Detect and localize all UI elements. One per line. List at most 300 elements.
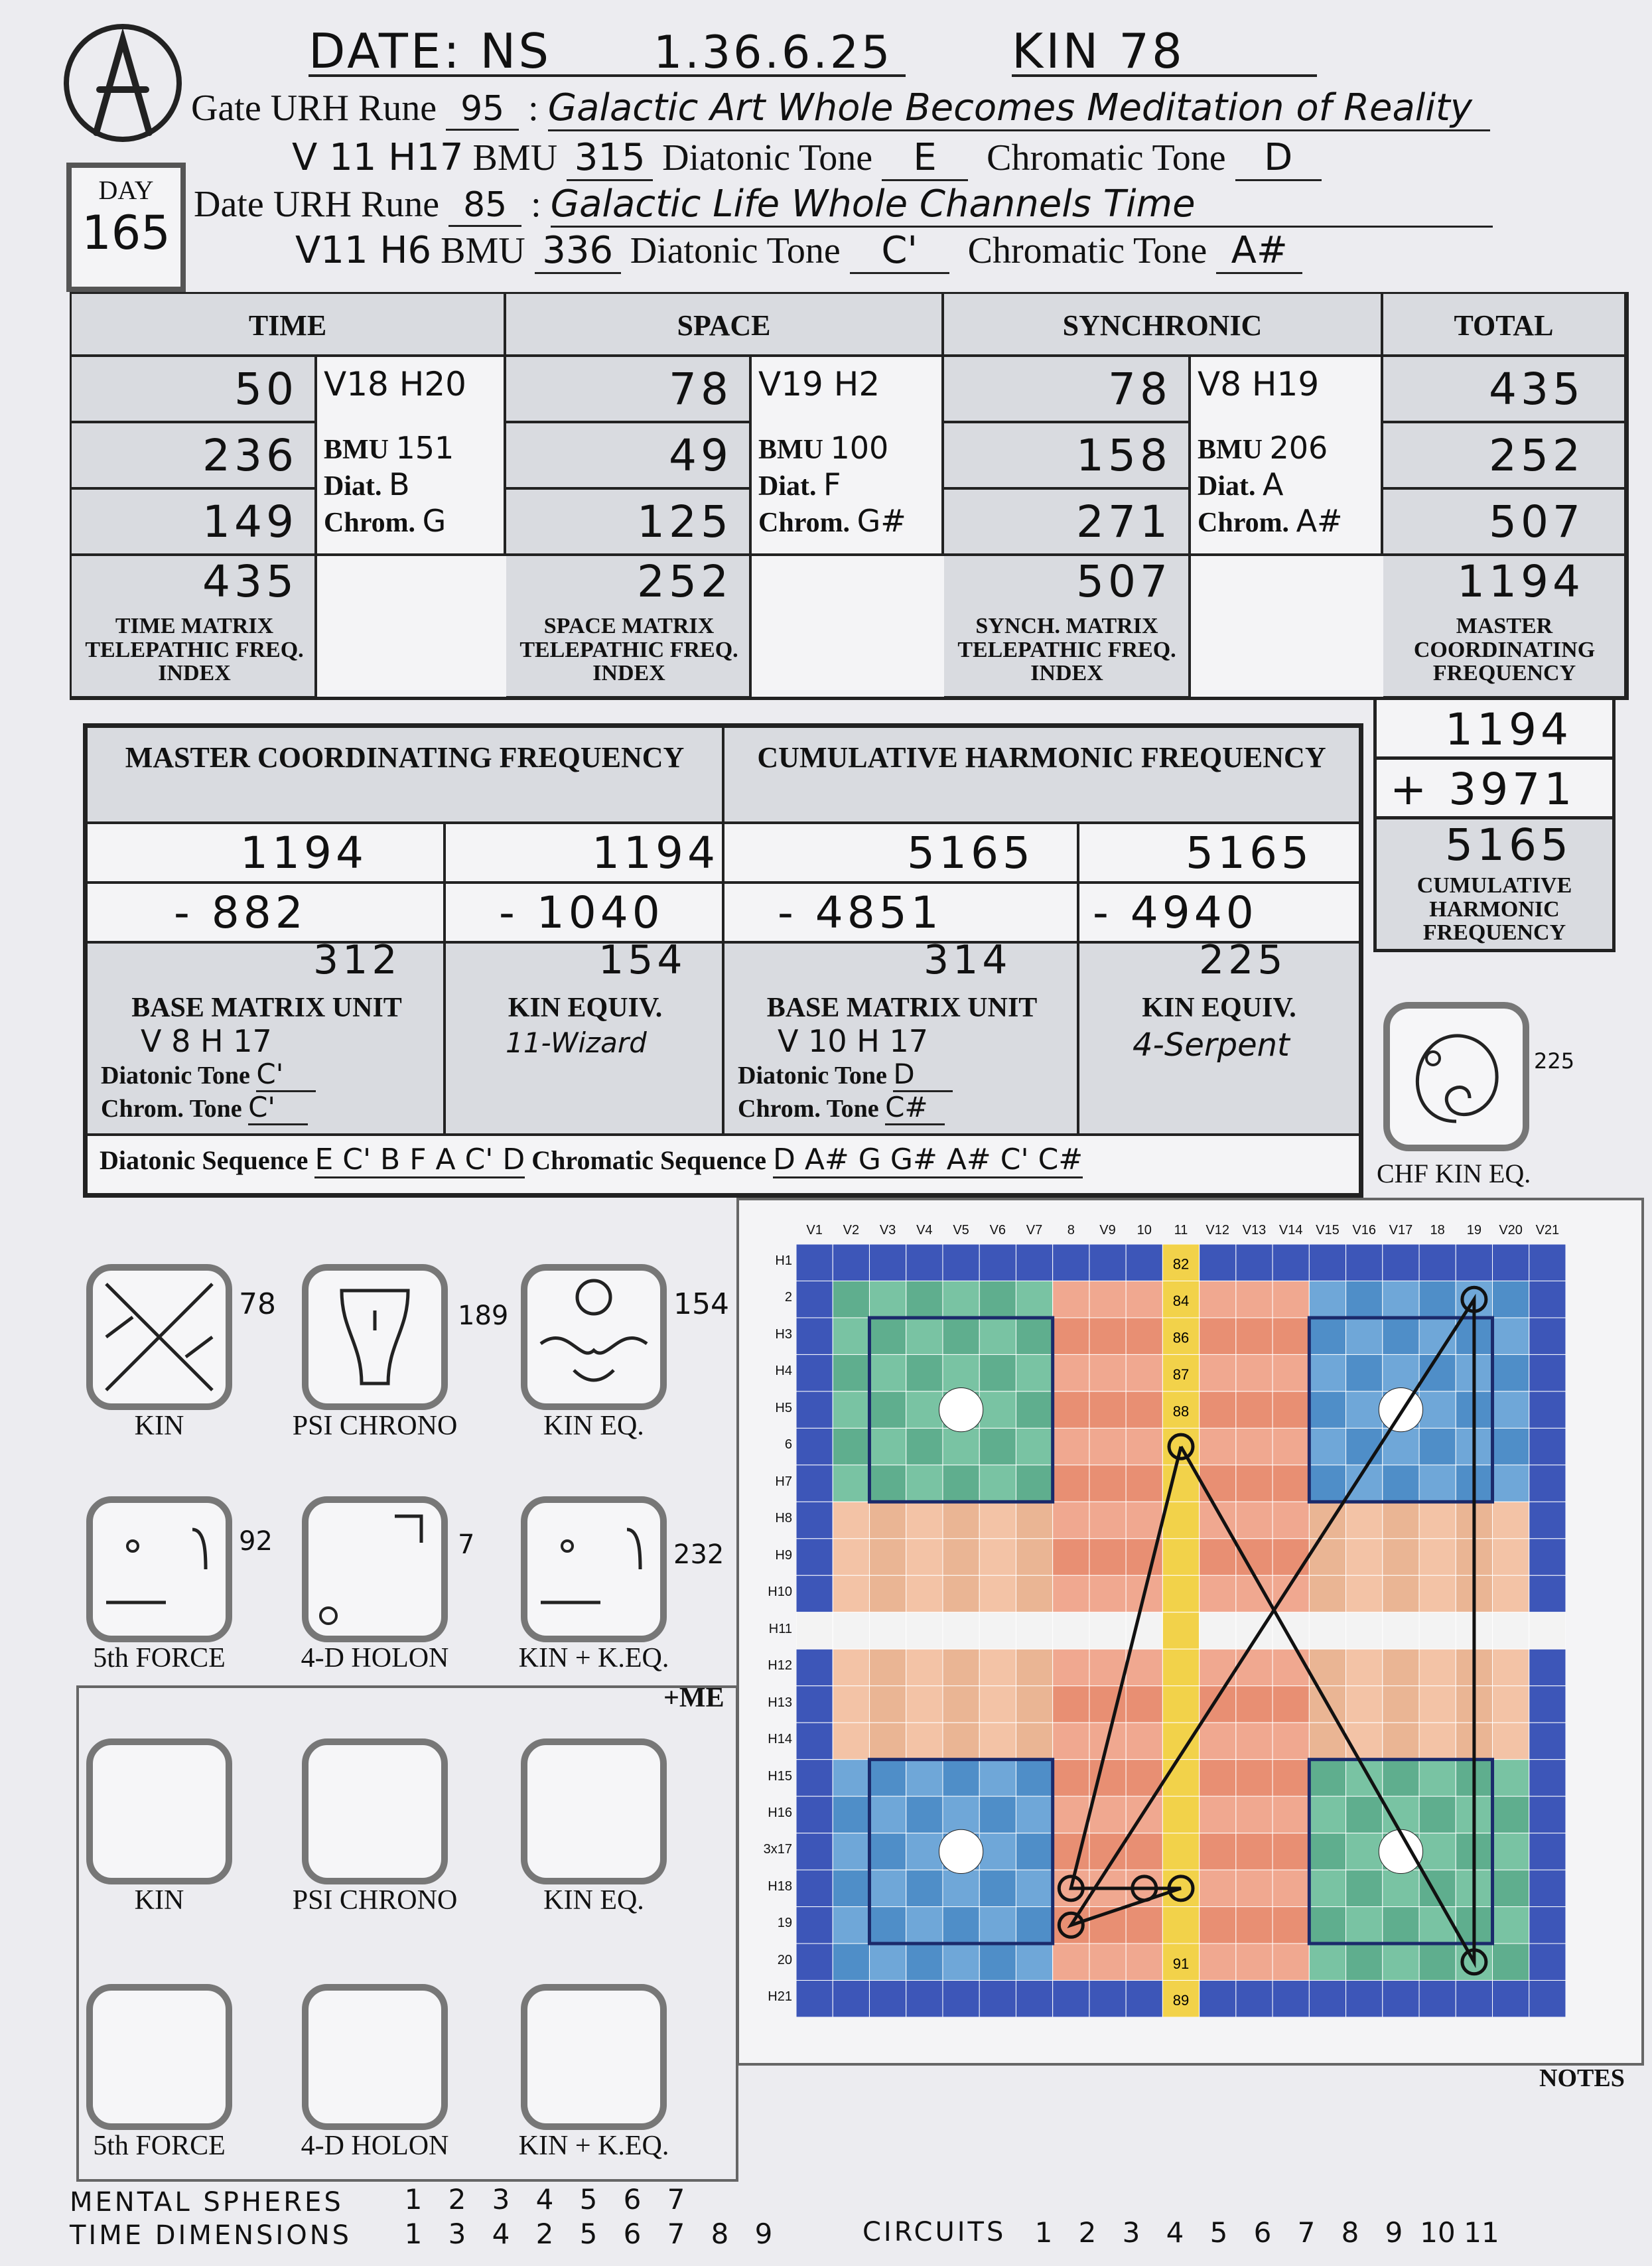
grid-cell [1126, 1244, 1162, 1281]
glyph-4d-holon-label: 4-D HOLON [301, 1643, 449, 1673]
grid-row-label: H11 [768, 1621, 792, 1636]
grid-cell [1383, 1723, 1419, 1759]
grid-cell [1309, 1944, 1345, 1980]
grid-cell [1529, 1907, 1566, 1944]
face-icon [527, 1503, 660, 1636]
me-glyph-kin-plus-keq[interactable] [521, 1984, 667, 2130]
grid-cell [1016, 1539, 1052, 1575]
grid-cell [1493, 1612, 1529, 1649]
grid-cell [943, 1502, 979, 1538]
grid-cell [943, 1944, 979, 1980]
grid-cell [1273, 1760, 1309, 1796]
grid-row-label: H5 [775, 1400, 792, 1415]
grid-cell [1273, 1391, 1309, 1428]
grid-cell [1493, 1944, 1529, 1980]
grid-cell [1236, 1723, 1273, 1759]
circuits-label: CIRCUITS [862, 2217, 1006, 2247]
grid-cell [1419, 1465, 1456, 1502]
holomind-grid [796, 1244, 1566, 2017]
grid-cell [1200, 1391, 1236, 1428]
grid-cell [869, 1870, 906, 1906]
kin-label: KIN [1012, 23, 1101, 79]
grid-cell [1493, 1428, 1529, 1464]
mcf-b-2: - 1040 [446, 884, 724, 944]
grid-cell [833, 1502, 869, 1538]
grid-cell [796, 1686, 833, 1723]
grid-cell [1016, 1391, 1052, 1428]
footer-number: 2 [448, 2183, 466, 2216]
grid-cell [1236, 1870, 1273, 1906]
grid-cell [1053, 1244, 1089, 1281]
grid-cell [1309, 1281, 1345, 1317]
grid-cell [796, 1760, 833, 1796]
grid-cell [833, 1981, 869, 2017]
grid-cell [979, 1465, 1016, 1502]
grid-cell [906, 1760, 943, 1796]
grid-cell [1089, 1796, 1126, 1833]
center-column-value: 84 [1172, 1293, 1190, 1310]
grid-cell [1126, 1502, 1162, 1538]
grid-cell [1200, 1723, 1236, 1759]
gate-rune-value: 95 [446, 89, 519, 131]
grid-cell [1089, 1354, 1126, 1391]
grid-cell [943, 1760, 979, 1796]
grid-cell [1200, 1944, 1236, 1980]
grid-cell [1016, 1833, 1052, 1870]
total-val-1: 435 [1383, 357, 1627, 423]
grid-cell [1016, 1612, 1052, 1649]
grid-cell [979, 1723, 1016, 1759]
mcf-a-1: 1194 [88, 824, 446, 884]
grid-cell [1236, 1354, 1273, 1391]
date-label: DATE: [309, 23, 462, 79]
grid-cell [1493, 1575, 1529, 1612]
grid-cell [1162, 1760, 1199, 1796]
grid-cell [943, 1686, 979, 1723]
grid-cell [1383, 1318, 1419, 1354]
grid-cell [1419, 1686, 1456, 1723]
grid-cell [1273, 1723, 1309, 1759]
grid-cell [1126, 1723, 1162, 1759]
grid-cell [1529, 1760, 1566, 1796]
grid-cell [979, 1760, 1016, 1796]
grid-column-label: V20 [1499, 1223, 1523, 1238]
grid-column-label: 11 [1174, 1223, 1188, 1238]
grid-cell [869, 1760, 906, 1796]
grid-cell [1309, 1833, 1345, 1870]
grid-cell [1309, 1575, 1345, 1612]
grid-cell [979, 1649, 1016, 1685]
me-glyph-5th-force-label: 5th FORCE [93, 2131, 226, 2161]
grid-cell [1273, 1502, 1309, 1538]
date-value: NS [480, 23, 552, 79]
grid-cell [1383, 1907, 1419, 1944]
ns-date: 1.36.6.25 [654, 27, 893, 79]
grid-cell [833, 1686, 869, 1723]
time-index: 435 TIME MATRIX TELEPATHIC FREQ. INDEX [72, 556, 317, 699]
grid-row-label: H15 [768, 1768, 792, 1784]
mcf-header: MASTER COORDINATING FREQUENCY [88, 728, 724, 824]
grid-cell [1309, 1354, 1345, 1391]
grid-cell [1016, 1354, 1052, 1391]
glyph-psi-chrono-label: PSI CHRONO [292, 1411, 458, 1441]
grid-column-label: V9 [1099, 1223, 1116, 1238]
grid-cell [1309, 1465, 1345, 1502]
diat-seq-label: Diatonic Sequence [100, 1145, 309, 1175]
grid-cell [1493, 1833, 1529, 1870]
footer-number: 7 [1297, 2216, 1316, 2249]
grid-cell [979, 1575, 1016, 1612]
grid-cell [869, 1465, 906, 1502]
grid-cell [1383, 1575, 1419, 1612]
bmu-box-1: 312 BASE MATRIX UNIT V 8 H 17 Diatonic Tone C' Chrom. Tone C' [88, 944, 446, 1136]
footer-number: 5 [579, 2183, 598, 2216]
grid-cell [1053, 1318, 1089, 1354]
kin-underline [1012, 74, 1317, 77]
glyph-5th-force-label: 5th FORCE [93, 1643, 226, 1673]
grid-cell [869, 1281, 906, 1317]
grid-cell [1383, 1686, 1419, 1723]
grid-cell [1309, 1244, 1345, 1281]
grid-cell [1016, 1428, 1052, 1464]
grid-cell [1493, 1723, 1529, 1759]
grid-cell [979, 1354, 1016, 1391]
chf-kin-eq-label: CHF KIN EQ. [1377, 1159, 1531, 1188]
total-val-3: 507 [1383, 490, 1627, 556]
grid-cell [1529, 1428, 1566, 1464]
grid-row-label: H8 [775, 1511, 792, 1526]
synch-val-1: 78 [944, 357, 1191, 423]
grid-cell [1383, 1244, 1419, 1281]
grid-cell [1273, 1465, 1309, 1502]
grid-cell [796, 1907, 833, 1944]
grid-cell [796, 1539, 833, 1575]
footer-number: 6 [1253, 2216, 1272, 2249]
grid-cell [833, 1944, 869, 1980]
grid-cell [1493, 1244, 1529, 1281]
glyph-kin-plus-keq-num: 232 [673, 1539, 724, 1570]
grid-cell [979, 1281, 1016, 1317]
total-mcf: 1194 MASTER COORDINATING FREQUENCY [1383, 556, 1627, 699]
date-rune-label: Date URH Rune [194, 184, 440, 225]
grid-cell [979, 1870, 1016, 1906]
footer-number: 4 [492, 2218, 510, 2250]
grid-column-label: V5 [953, 1223, 969, 1238]
grid-cell [979, 1428, 1016, 1464]
grid-cell [1529, 1870, 1566, 1906]
grid-cell [833, 1318, 869, 1354]
grid-column-label: V7 [1026, 1223, 1043, 1238]
grid-cell [1089, 1428, 1126, 1464]
glyph-psi-chrono-num: 189 [458, 1301, 509, 1331]
grid-cell [1236, 1907, 1273, 1944]
grid-cell [869, 1981, 906, 2017]
date-tone-line [295, 229, 1302, 274]
grid-cell [1126, 1281, 1162, 1317]
grid-cell [979, 1318, 1016, 1354]
grid-cell [979, 1686, 1016, 1723]
glyph-kin-eq [521, 1264, 667, 1410]
grid-cell [1016, 1870, 1052, 1906]
gate-tone-line [292, 136, 1322, 181]
grid-cell [869, 1575, 906, 1612]
grid-cell [906, 1723, 943, 1759]
grid-cell [1200, 1612, 1236, 1649]
grid-cell [796, 1575, 833, 1612]
grid-cell [906, 1870, 943, 1906]
grid-cell [1200, 1318, 1236, 1354]
grid-cell [1089, 1944, 1126, 1980]
chf-b-1: 5165 [1079, 824, 1359, 884]
psi-node [939, 1388, 983, 1432]
grid-cell [796, 1833, 833, 1870]
grid-cell [1053, 1539, 1089, 1575]
serpent-icon [1390, 1009, 1523, 1145]
grid-cell [1016, 1944, 1052, 1980]
grid-cell [1346, 1575, 1383, 1612]
mcf-copy: 1194 [1373, 697, 1616, 760]
grid-cell [833, 1281, 869, 1317]
footer-number: 2 [1078, 2216, 1097, 2249]
grid-cell [1529, 1391, 1566, 1428]
grid-cell [1126, 1354, 1162, 1391]
grid-cell [906, 1944, 943, 1980]
grid-cell [1529, 1502, 1566, 1538]
grid-cell [979, 1391, 1016, 1428]
grid-cell [1383, 1465, 1419, 1502]
synch-val-3: 271 [944, 490, 1191, 556]
chf-a-2: - 4851 [724, 884, 1079, 944]
grid-cell [1383, 1539, 1419, 1575]
grid-cell [906, 1833, 943, 1870]
grid-cell [1053, 1649, 1089, 1685]
grid-cell [1016, 1686, 1052, 1723]
grid-row-label: H18 [768, 1878, 792, 1894]
grid-cell [796, 1244, 833, 1281]
kin-line [1012, 23, 1185, 79]
psi-node [1379, 1388, 1422, 1432]
date-chrom: A# [1216, 229, 1302, 274]
grid-column-label: V21 [1535, 1223, 1560, 1238]
grid-cell [1529, 1833, 1566, 1870]
grid-cell [833, 1760, 869, 1796]
space-val-2: 49 [506, 423, 752, 490]
grid-cell [943, 1981, 979, 2017]
grid-cell [1089, 1539, 1126, 1575]
grid-cell [1053, 1428, 1089, 1464]
footer-number: 10 [1420, 2216, 1456, 2249]
center-column-value: 89 [1172, 1992, 1190, 2009]
grid-row-label: H1 [775, 1253, 792, 1268]
grid-cell [1309, 1760, 1345, 1796]
grid-cell [943, 1649, 979, 1685]
grid-cell [1016, 1760, 1052, 1796]
grid-cell [1126, 1686, 1162, 1723]
grid-cell [906, 1539, 943, 1575]
grid-cell [1126, 1318, 1162, 1354]
grid-cell [1383, 1502, 1419, 1538]
grid-column-label: V1 [806, 1223, 823, 1238]
grid-cell [1383, 1354, 1419, 1391]
grid-row-label: H4 [775, 1364, 792, 1379]
me-glyph-4d-holon-label: 4-D HOLON [301, 2131, 449, 2161]
grid-cell [1309, 1907, 1345, 1944]
grid-cell [979, 1502, 1016, 1538]
grid-row-label: H7 [775, 1474, 792, 1489]
grid-column-label: V16 [1352, 1223, 1376, 1238]
diat-seq: E C' B F A C' D [314, 1143, 525, 1178]
grid-cell [1419, 1760, 1456, 1796]
me-glyph-kin-label: KIN [134, 1885, 184, 1916]
time-dimensions-label: TIME DIMENSIONS [70, 2220, 352, 2251]
grid-cell [1346, 1944, 1383, 1980]
grid-cell [1529, 1354, 1566, 1391]
date-line [309, 23, 551, 79]
grid-cell [1273, 1796, 1309, 1833]
grid-cell [1419, 1575, 1456, 1612]
grid-row-labels [750, 1244, 796, 2017]
grid-cell [1162, 1502, 1199, 1538]
footer-number: 1 [1034, 2216, 1053, 2249]
hand-icon [309, 1271, 441, 1403]
grid-cell [1089, 1244, 1126, 1281]
date-rune-text: Galactic Life Whole Channels Time [551, 182, 1493, 228]
grid-cell [1346, 1502, 1383, 1538]
grid-cell [1016, 1981, 1052, 2017]
grid-cell [1016, 1244, 1052, 1281]
grid-cell [906, 1649, 943, 1685]
grid-cell [1529, 1981, 1566, 2017]
grid-cell [1529, 1539, 1566, 1575]
grid-cell [1273, 1833, 1309, 1870]
me-glyph-kin-eq[interactable] [521, 1738, 667, 1884]
grid-cell [1016, 1465, 1052, 1502]
grid-cell [1200, 1354, 1236, 1391]
grid-cell [1053, 1760, 1089, 1796]
grid-cell [1309, 1428, 1345, 1464]
grid-cell [1346, 1612, 1383, 1649]
gate-chrom-label: Chromatic Tone [987, 137, 1226, 178]
grid-cell [1346, 1833, 1383, 1870]
synch-bmu-info: V8 H19 BMU 206 Diat. A Chrom. A# [1191, 357, 1383, 556]
space-val-3: 125 [506, 490, 752, 556]
chf-b-2: - 4940 [1079, 884, 1359, 944]
grid-cell [1126, 1944, 1162, 1980]
grid-cell [1126, 1465, 1162, 1502]
gate-diat-label: Diatonic Tone [662, 137, 873, 178]
grid-cell [1200, 1539, 1236, 1575]
grid-cell [1529, 1723, 1566, 1759]
grid-cell [1089, 1318, 1126, 1354]
glyph-kin-plus-keq-label: KIN + K.EQ. [518, 1643, 669, 1673]
grid-row-label: H9 [775, 1547, 792, 1563]
grid-cell [1273, 1907, 1309, 1944]
grid-cell [833, 1244, 869, 1281]
grid-cell [796, 1944, 833, 1980]
gate-chrom: D [1235, 136, 1322, 181]
grid-cell [1493, 1354, 1529, 1391]
gate-rune-line: Gate URH Rune 95 : Galactic Art Whole Becomes Meditation of Reality [191, 86, 1490, 131]
grid-cell [1162, 1686, 1199, 1723]
footer-number: 8 [1341, 2216, 1359, 2249]
mental-spheres-row [70, 2186, 344, 2218]
grid-cell [1383, 1981, 1419, 2017]
grid-cell [1162, 1539, 1199, 1575]
grid-cell [1236, 1944, 1273, 1980]
grid-cell [1053, 1281, 1089, 1317]
grid-cell [1346, 1981, 1383, 2017]
grid-cell [979, 1944, 1016, 1980]
grid-cell [906, 1575, 943, 1612]
grid-cell [1529, 1686, 1566, 1723]
grid-column-label: V4 [916, 1223, 933, 1238]
grid-cell [979, 1981, 1016, 2017]
date-vh: V11 H6 [295, 229, 432, 272]
grid-cell [796, 1318, 833, 1354]
chrom-seq-label: Chromatic Sequence [531, 1145, 766, 1175]
grid-cell [1126, 1391, 1162, 1428]
grid-cell [1309, 1318, 1345, 1354]
center-column-value: 87 [1172, 1366, 1190, 1383]
me-glyph-psi-chrono[interactable] [302, 1738, 448, 1884]
grid-cell [1383, 1796, 1419, 1833]
grid-cell [833, 1612, 869, 1649]
date-diat-label: Diatonic Tone [630, 230, 841, 271]
grid-cell [796, 1391, 833, 1428]
me-glyph-kin[interactable] [86, 1738, 232, 1884]
mental-spheres-label: MENTAL SPHERES [70, 2187, 344, 2218]
grid-cell [1346, 1649, 1383, 1685]
grid-cell [1493, 1649, 1529, 1685]
grid-cell [1383, 1870, 1419, 1906]
me-glyph-4d-holon[interactable] [302, 1984, 448, 2130]
grid-cell [1456, 1981, 1492, 2017]
chf-add: + 3971 [1373, 756, 1616, 819]
chf-header: CUMULATIVE HARMONIC FREQUENCY [724, 728, 1359, 824]
grid-cell [869, 1686, 906, 1723]
date-bmu: 336 [535, 229, 621, 274]
grid-cell [1200, 1796, 1236, 1833]
grid-cell [1162, 1907, 1199, 1944]
grid-column-label: V2 [843, 1223, 860, 1238]
footer-number: 4 [1166, 2216, 1184, 2249]
grid-row-label: H21 [768, 1989, 792, 2005]
grid-cell [1162, 1575, 1199, 1612]
grid-cell [1236, 1465, 1273, 1502]
grid-row-label: H3 [775, 1326, 792, 1342]
space-index: 252 SPACE MATRIX TELEPATHIC FREQ. INDEX [506, 556, 752, 699]
grid-cell [979, 1539, 1016, 1575]
grid-cell [1456, 1244, 1492, 1281]
time-val-2: 236 [72, 423, 317, 490]
mental-spheres-numbers [391, 2183, 698, 2216]
grid-cell [1419, 1612, 1456, 1649]
grid-cell [1346, 1907, 1383, 1944]
psi-node [939, 1829, 983, 1873]
grid-cell [796, 1465, 833, 1502]
grid-cell [1089, 1575, 1126, 1612]
grid-cell [869, 1723, 906, 1759]
grid-cell [1016, 1796, 1052, 1833]
grid-column-label: 19 [1466, 1223, 1482, 1238]
me-glyph-5th-force[interactable] [86, 1984, 232, 2130]
grid-cell [1529, 1796, 1566, 1833]
grid-cell [1493, 1981, 1529, 2017]
grid-cell [1529, 1612, 1566, 1649]
grid-cell [1089, 1391, 1126, 1428]
synch-val-2: 158 [944, 423, 1191, 490]
gate-vh: V 11 H17 [292, 136, 464, 179]
